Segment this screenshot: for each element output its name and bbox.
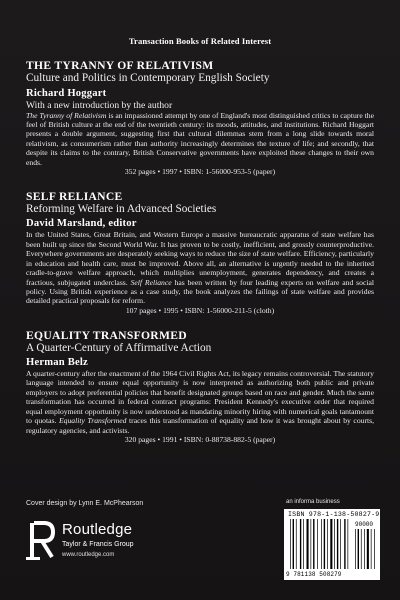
description-run: has been written by four leading experts on welfare and social policy. Using British experience as a case study, the book analyzes the failings of state welfare and provides detailed practical proposals for reform. (26, 277, 374, 306)
book-author: Richard Hoggart (26, 87, 107, 99)
publisher-logo (26, 519, 196, 579)
book-meta: 107 pages • 1995 • ISBN: 1-56000-211-5 (cloth) (125, 305, 275, 315)
italic-title-run: Equality Transformed (58, 416, 127, 426)
book-title: SELF RELIANCE (26, 189, 123, 203)
book-title: THE TYRANNY OF RELATIVISM (26, 59, 214, 72)
description-run: In the United States, Great Britain, and Western Europe a massive bureaucratic apparatus of state welfare has been built up since the Second World War. It has proven to be costly, inefficient, and grossly counterproductive. Everywhere governments are desperately seeking ways to reduce the size of state welfare. Efficiency, particularly in education and health care, must be improved. Above all, an alternative is urgently needed to the inherited cradle-to-grave welfare approach, which multiplies unemployment, generates dependency, and creates a fractious, subjugated underclass. (26, 230, 374, 287)
book-entry-2 (26, 190, 374, 316)
cover-design-credit: Cover design by Lynn E. McPhearson (26, 500, 144, 507)
publisher-url: www.routledge.com (62, 552, 115, 558)
book-meta: 352 pages • 1997 • ISBN: 1-56000-953-5 (paper) (124, 167, 276, 177)
book-meta: 320 pages • 1991 • ISBN: 0-88738-882-5 (paper) (124, 435, 276, 445)
ean-barcode-icon (288, 519, 376, 571)
routledge-r-logo-icon (26, 519, 56, 563)
book-entry-1 (26, 59, 374, 177)
book-subtitle: Culture and Politics in Contemporary English Society (26, 72, 270, 84)
description-run: A quarter-century after the enactment of the 1964 Civil Rights Act, its legacy remains controversial. The statutory language intended to ensure equal opportunity is now interpreted as authorizing both public and private employers to adopt preferential policies that benefit designated groups based on race and gender. Much the same transformation has occurred in federal contract programs: President Kennedy's executive order that required equal employment opportunity is now understood as mandating minority hiring with numerical goals tantamount to quotas. (26, 369, 374, 426)
book-subtitle: Reforming Welfare in Advanced Societies (26, 202, 217, 215)
book-author: Herman Belz (26, 357, 88, 369)
publisher-name: Routledge (62, 521, 133, 538)
book-description (26, 111, 374, 168)
ean-number: 9 781138 508279 (286, 571, 342, 578)
informa-tagline: an informa business (286, 499, 340, 505)
publisher-group: Taylor & Francis Group (62, 541, 134, 548)
book-description (26, 369, 374, 435)
isbn-label: ISBN 978-1-138-50827-9 (288, 511, 380, 518)
series-header: Transaction Books of Related Interest (128, 36, 272, 46)
book-entry-3 (26, 329, 374, 445)
book-subtitle: A Quarter-Century of Affirmative Action (26, 341, 212, 354)
price-addon-label: 90000 (355, 521, 374, 528)
book-description (26, 230, 374, 306)
italic-title-run: Self Reliance (130, 277, 172, 287)
italic-title-run: The Tyranny of Relativism (26, 110, 107, 120)
book-author: David Marsland, editor (26, 218, 137, 230)
description-run: traces this transformation of equality and how it was brought about by courts, regulatory agencies, and activists. (26, 416, 375, 435)
isbn-barcode (284, 509, 380, 580)
book-title: EQUALITY TRANSFORMED (26, 328, 187, 342)
book-note: With a new introduction by the author (26, 99, 173, 111)
description-run: is an impassioned attempt by one of England's most distinguished critics to capture the feel of British culture at the end of the twentieth century: its moods, attitudes, and institutions. Richard Hoggart presents a double argument, suggesting first that cultural dilemmas stem from a long slide towards moral relativism, as consumerism rather than authority increasingly determines the texture of life; and secondly, that despite its claims to the contrary, British Conservative governments have exploited these changes to their own ends. (26, 110, 374, 167)
